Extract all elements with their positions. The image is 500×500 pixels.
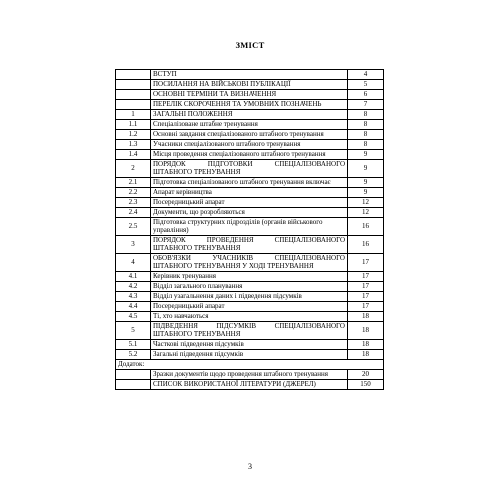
toc-row xyxy=(116,208,384,218)
toc-section-number: 2.2 xyxy=(116,188,151,198)
toc-section-number: 5.1 xyxy=(116,340,151,350)
toc-row xyxy=(116,160,384,178)
toc-section-title: Апарат керівництва xyxy=(151,188,348,198)
toc-page-number: 18 xyxy=(348,312,384,322)
toc-section-number: 2.3 xyxy=(116,198,151,208)
toc-row xyxy=(116,130,384,140)
toc-page-number: 17 xyxy=(348,272,384,282)
toc-section-number: 4.4 xyxy=(116,302,151,312)
toc-section-title: Часткові підведення підсумків xyxy=(151,340,348,350)
toc-row xyxy=(116,90,384,100)
toc-section-number: 5 xyxy=(116,322,151,340)
toc-section-title: СПИСОК ВИКОРИСТАНОЇ ЛІТЕРАТУРИ (ДЖЕРЕЛ) xyxy=(151,380,348,390)
toc-section-number: 4.1 xyxy=(116,272,151,282)
toc-section-title: Учасники спеціалізованого штабного тренування xyxy=(151,140,348,150)
toc-section-title: Загальні підведення підсумків xyxy=(151,350,348,360)
toc-section-number: 4.5 xyxy=(116,312,151,322)
toc-page-number: 4 xyxy=(348,70,384,80)
toc-row xyxy=(116,282,384,292)
toc-section-title: Підготовка структурних підрозділів (органів військового управління) xyxy=(151,218,348,236)
toc-page-number: 150 xyxy=(348,380,384,390)
toc-page-number: 18 xyxy=(348,340,384,350)
toc-row xyxy=(116,178,384,188)
toc-row xyxy=(116,198,384,208)
toc-page-number: 7 xyxy=(348,100,384,110)
toc-section-title: Місця проведення спеціалізованого штабного тренування xyxy=(151,150,348,160)
toc-section-number: 2.5 xyxy=(116,218,151,236)
toc-section-number: 2.1 xyxy=(116,178,151,188)
toc-section-title: ПОРЯДОК ПІДГОТОВКИ СПЕЦІАЛІЗОВАНОГО ШТАБНОГО ТРЕНУВАННЯ xyxy=(151,160,348,178)
toc-section-number: 2.4 xyxy=(116,208,151,218)
toc-page-number: 8 xyxy=(348,130,384,140)
toc-row xyxy=(116,70,384,80)
toc-page-number: 17 xyxy=(348,282,384,292)
toc-appendix-row xyxy=(116,360,384,370)
toc-section-number: 1.3 xyxy=(116,140,151,150)
toc-section-title: ОСНОВНІ ТЕРМІНИ ТА ВИЗНАЧЕННЯ xyxy=(151,90,348,100)
toc-section-title: ПОРЯДОК ПРОВЕДЕННЯ СПЕЦІАЛІЗОВАНОГО ШТАБНОГО ТРЕНУВАННЯ xyxy=(151,236,348,254)
toc-section-title: Зразки документів щодо проведення штабного тренування xyxy=(151,370,348,380)
toc-section-number: 1.1 xyxy=(116,120,151,130)
toc-section-number: 2 xyxy=(116,160,151,178)
toc-section-title: Відділ загального планування xyxy=(151,282,348,292)
toc-row xyxy=(116,236,384,254)
toc-section-title: Відділ узагальнення даних і підведення підсумків xyxy=(151,292,348,302)
toc-section-title: Посередницький апарат xyxy=(151,302,348,312)
toc-row xyxy=(116,340,384,350)
toc-section-title: Підготовка спеціалізованого штабного тренування включає xyxy=(151,178,348,188)
toc-section-number: 4.3 xyxy=(116,292,151,302)
toc-section-number: 4.2 xyxy=(116,282,151,292)
toc-row xyxy=(116,100,384,110)
toc-page-number: 17 xyxy=(348,302,384,312)
toc-row xyxy=(116,218,384,236)
toc-section-title: ВСТУП xyxy=(151,70,348,80)
toc-section-number: 1.2 xyxy=(116,130,151,140)
toc-page-number: 9 xyxy=(348,188,384,198)
toc-page-number: 9 xyxy=(348,150,384,160)
toc-row xyxy=(116,188,384,198)
toc-row xyxy=(116,272,384,282)
toc-section-title: Документи, що розробляються xyxy=(151,208,348,218)
toc-section-number xyxy=(116,100,151,110)
toc-section-title: ПОСИЛАННЯ НА ВІЙСЬКОВІ ПУБЛІКАЦІЇ xyxy=(151,80,348,90)
toc-row xyxy=(116,140,384,150)
toc-section-number xyxy=(116,370,151,380)
toc-page-number: 12 xyxy=(348,198,384,208)
toc-row xyxy=(116,150,384,160)
page-number: 3 xyxy=(248,462,252,471)
toc-page-number: 8 xyxy=(348,140,384,150)
table-of-contents xyxy=(115,69,384,390)
toc-page-number: 5 xyxy=(348,80,384,90)
toc-section-number xyxy=(116,380,151,390)
toc-section-number: 3 xyxy=(116,236,151,254)
toc-section-title: Ті, хто навчаються xyxy=(151,312,348,322)
toc-page-number: 17 xyxy=(348,292,384,302)
toc-row xyxy=(116,380,384,390)
toc-row xyxy=(116,254,384,272)
toc-page-number: 20 xyxy=(348,370,384,380)
toc-page-number: 16 xyxy=(348,218,384,236)
toc-section-title: Спеціалізоване штабне тренування xyxy=(151,120,348,130)
toc-section-title: Керівник тренування xyxy=(151,272,348,282)
toc-section-number xyxy=(116,90,151,100)
toc-row xyxy=(116,312,384,322)
toc-row xyxy=(116,110,384,120)
toc-section-number: 5.2 xyxy=(116,350,151,360)
toc-section-title: Посередницький апарат xyxy=(151,198,348,208)
toc-section-number xyxy=(116,70,151,80)
toc-section-number: 1 xyxy=(116,110,151,120)
toc-row xyxy=(116,350,384,360)
toc-page-number: 6 xyxy=(348,90,384,100)
toc-page-number: 12 xyxy=(348,208,384,218)
toc-row xyxy=(116,120,384,130)
toc-section-title: ЗАГАЛЬНІ ПОЛОЖЕННЯ xyxy=(151,110,348,120)
toc-row xyxy=(116,80,384,90)
toc-page-number: 8 xyxy=(348,120,384,130)
page-title: ЗМІСТ xyxy=(235,40,265,50)
toc-row xyxy=(116,302,384,312)
toc-section-number: 4 xyxy=(116,254,151,272)
toc-page-number: 16 xyxy=(348,236,384,254)
appendix-label: Додаток: xyxy=(116,360,384,370)
toc-section-number xyxy=(116,80,151,90)
toc-section-title: ПЕРЕЛІК СКОРОЧЕННЯ ТА УМОВНИХ ПОЗНАЧЕНЬ xyxy=(151,100,348,110)
toc-page-number: 9 xyxy=(348,160,384,178)
toc-row xyxy=(116,322,384,340)
toc-page-number: 8 xyxy=(348,110,384,120)
toc-page-number: 18 xyxy=(348,322,384,340)
toc-row xyxy=(116,370,384,380)
toc-section-title: ОБОВ'ЯЗКИ УЧАСНИКІВ СПЕЦІАЛІЗОВАНОГО ШТАБНОГО ТРЕНУВАННЯ У ХОДІ ТРЕНУВАННЯ xyxy=(151,254,348,272)
toc-page-number: 17 xyxy=(348,254,384,272)
toc-section-title: Основні завдання спеціалізованого штабного тренування xyxy=(151,130,348,140)
toc-page-number: 9 xyxy=(348,178,384,188)
toc-row xyxy=(116,292,384,302)
toc-page-number: 18 xyxy=(348,350,384,360)
toc-section-title: ПІДВЕДЕННЯ ПІДСУМКІВ СПЕЦІАЛІЗОВАНОГО ШТАБНОГО ТРЕНУВАННЯ xyxy=(151,322,348,340)
toc-section-number: 1.4 xyxy=(116,150,151,160)
toc-body xyxy=(116,70,384,390)
